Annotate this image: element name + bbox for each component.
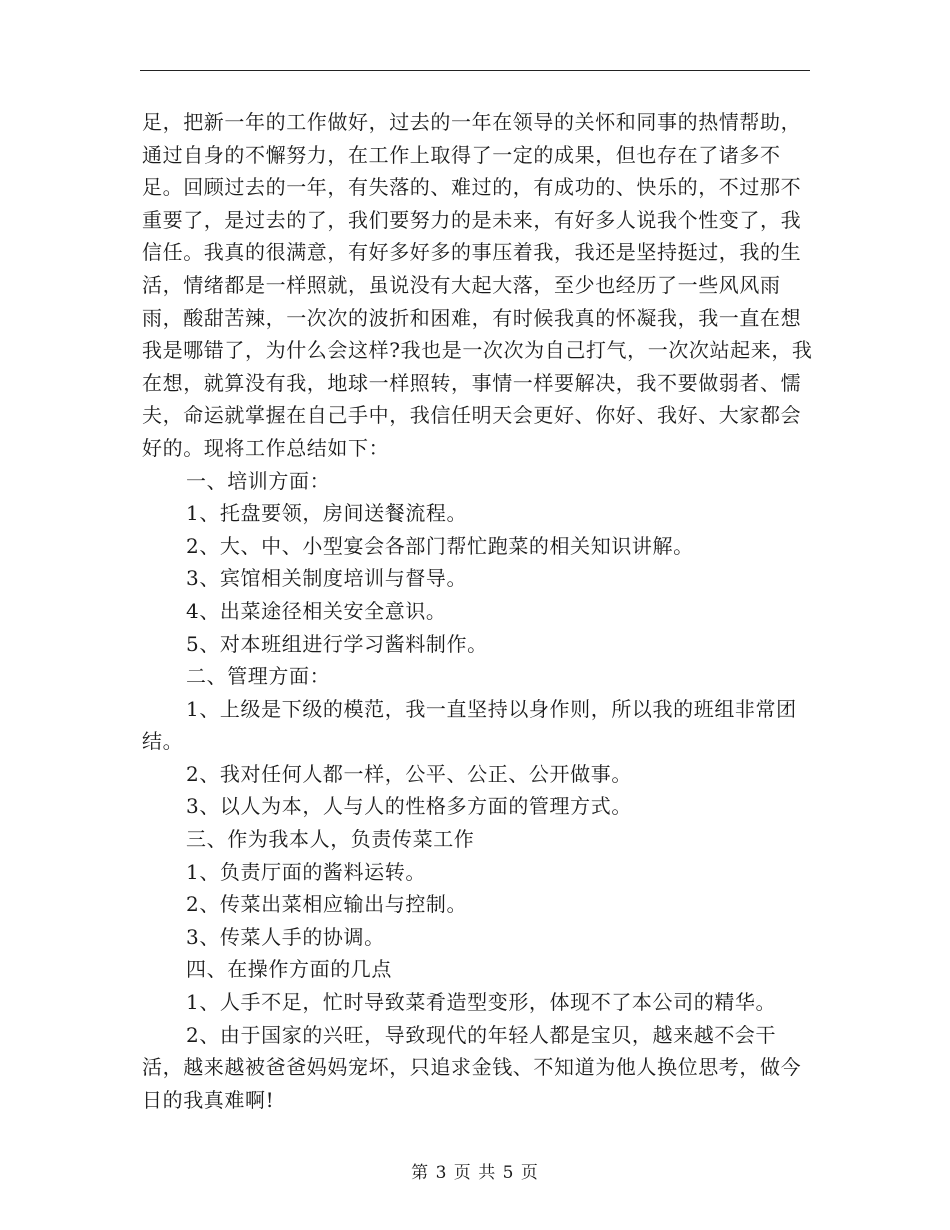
management-item-1: 1、上级是下级的模范，我一直坚持以身作则，所以我的班组非常团结。 (142, 696, 797, 754)
operations-item-2: 2、由于国家的兴旺，导致现代的年轻人都是宝贝，越来越不会干活，越来越被爸爸妈妈宠坏，只追求金钱、不知道为他人换位思考，做今日的我真难啊! (142, 1022, 802, 1112)
training-item-3: 3、宾馆相关制度培训与督导。 (186, 566, 468, 591)
section-heading-training: 一、培训方面： (186, 468, 331, 493)
personal-item-3: 3、传菜人手的协调。 (186, 924, 385, 949)
management-item-2: 2、我对任何人都一样，公平、公正、公开做事。 (186, 761, 632, 786)
personal-item-1: 1、负责厅面的酱料运转。 (186, 859, 426, 884)
training-item-5: 5、对本班组进行学习酱料制作。 (186, 631, 488, 656)
page-number-footer: 第 3 页 共 5 页 (411, 1163, 539, 1183)
personal-item-2: 2、传菜出菜相应输出与控制。 (186, 892, 468, 917)
operations-item-1: 1、人手不足，忙时导致菜肴造型变形，体现不了本公司的精华。 (186, 990, 777, 1015)
section-heading-operations: 四、在操作方面的几点 (186, 957, 392, 982)
header-rule (140, 70, 810, 71)
management-item-3: 3、以人为本，人与人的性格多方面的管理方式。 (186, 794, 632, 819)
training-item-1: 1、托盘要领，房间送餐流程。 (186, 501, 468, 526)
training-item-2: 2、大、中、小型宴会各部门帮忙跑菜的相关知识讲解。 (186, 533, 694, 558)
training-item-4: 4、出菜途径相关安全意识。 (186, 598, 447, 623)
intro-paragraph: 足，把新一年的工作做好，过去的一年在领导的关怀和同事的热情帮助，通过自身的不懈努力，在工作上取得了一定的成果，但也存在了诸多不足。回顾过去的一年，有失落的、难过的，有成功的、快乐的，不过那不重要了，是过去的了，我们要努力的是未来，有好多人说我个性变了，我信任。我真的很满意，有好多好多的事压着我，我还是坚持挺过，我的生活，情绪都是一样照就，虽说没有大起大落，至少也经历了一些风风雨雨，酸甜苦辣，一次次的波折和困难，有时候我真的怀凝我，我一直在想我是哪错了，为什么会这样?我也是一次次为自己打气，一次次站起来，我在想，就算没有我，地球一样照转，事情一样要解决，我不要做弱者、懦夫，命运就掌握在自己手中，我信任明天会更好、你好、我好、大家都会好的。现将工作总结如下： (142, 110, 813, 460)
section-heading-management: 二、管理方面： (186, 664, 331, 689)
document-body (142, 106, 814, 1116)
section-heading-personal: 三、作为我本人，负责传菜工作 (186, 827, 475, 852)
